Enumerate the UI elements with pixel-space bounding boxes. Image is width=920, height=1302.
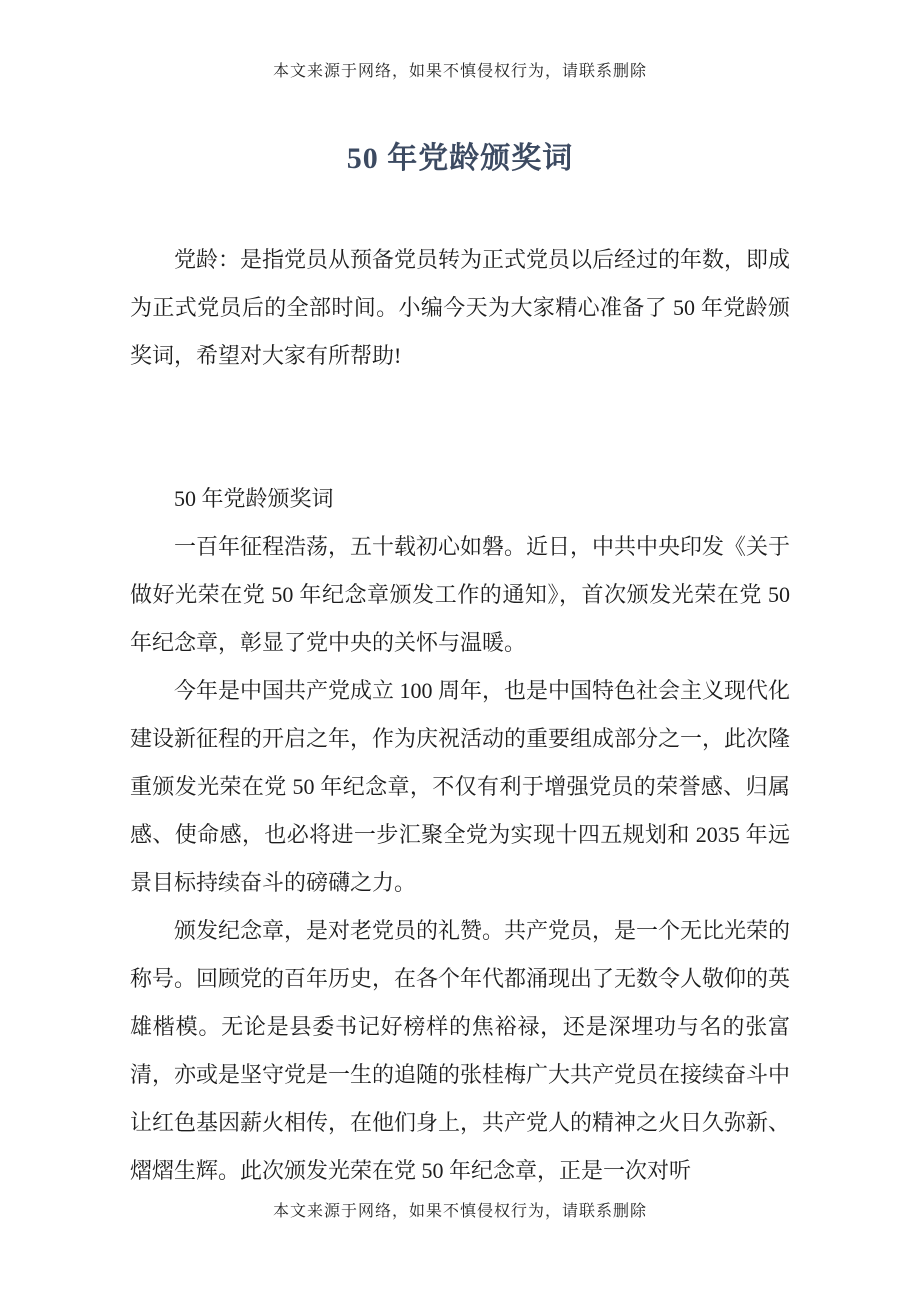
top-disclaimer-text: 本文来源于网络，如果不慎侵权行为，请联系删除 bbox=[272, 63, 647, 80]
section-heading: 50 年党龄颁奖词 bbox=[174, 486, 334, 511]
body-paragraph: 今年是中国共产党成立 100 周年，也是中国特色社会主义现代化建设新征程的开启之年，作为庆祝活动的重要组成部分之一，此次隆重颁发光荣在党 50 年纪念章，不仅有利于增强党员的荣誉感、归属感、使命感，也必将进一步汇聚全党为实现十四五规划和 2035 年远景目标持续奋斗的磅礴之力。 bbox=[130, 678, 791, 895]
intro-paragraph: 党龄：是指党员从预备党员转为正式党员以后经过的年数，即成为正式党员后的全部时间。小编今天为大家精心准备了 50 年党龄颁奖词，希望对大家有所帮助! bbox=[130, 247, 791, 368]
body-paragraph: 一百年征程浩荡，五十载初心如磐。近日，中共中央印发《关于做好光荣在党 50 年纪念章颁发工作的通知》，首次颁发光荣在党 50 年纪念章，彰显了党中央的关怀与温暖。 bbox=[130, 534, 791, 655]
body-paragraph: 颁发纪念章，是对老党员的礼赞。共产党员，是一个无比光荣的称号。回顾党的百年历史，在各个年代都涌现出了无数令人敬仰的英雄楷模。无论是县委书记好榜样的焦裕禄，还是深埋功与名的张富清，亦或是坚守党是一生的追随的张桂梅广大共产党员在接续奋斗中让红色基因薪火相传，在他们身上，共产党人的精神之火日久弥新、熠熠生辉。此次颁发光荣在党 50 年纪念章，正是一次对听 bbox=[130, 918, 791, 1183]
document-title: 50 年党龄颁奖词 bbox=[346, 142, 574, 175]
bottom-disclaimer-text: 本文来源于网络，如果不慎侵权行为，请联系删除 bbox=[272, 1203, 647, 1220]
document-body bbox=[130, 236, 790, 1195]
